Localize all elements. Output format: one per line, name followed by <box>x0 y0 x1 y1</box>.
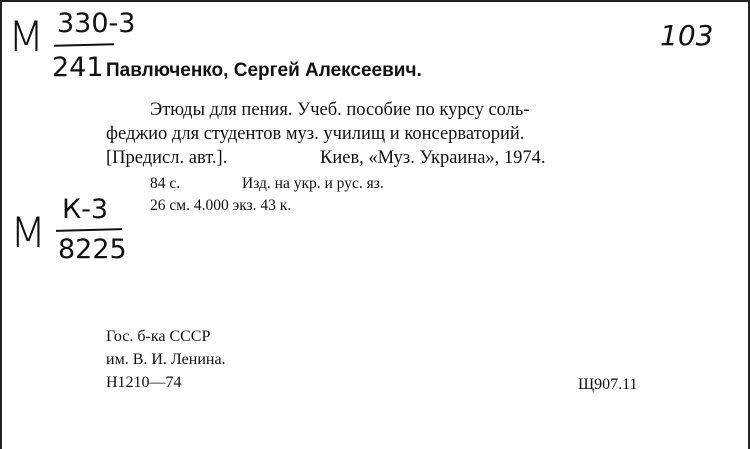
library-name-line-1: Гос. б-ка СССР <box>106 328 211 345</box>
page-count: 84 с. <box>150 175 181 192</box>
publication-info: Киев, «Муз. Украина», 1974. <box>320 148 546 168</box>
author-heading: Павлюченко, Сергей Алексеевич. <box>106 60 422 81</box>
handwritten-shelf-letter-top: М <box>8 12 45 61</box>
library-name-line-2: им. В. И. Ленина. <box>106 351 226 368</box>
physical-description: 26 см. 4.000 экз. 43 к. <box>150 197 292 214</box>
card-code-right: Щ907.11 <box>578 376 638 393</box>
card-code-left: Н1210—74 <box>106 374 182 391</box>
handwritten-shelf-numerator-top: 330-3 <box>57 8 136 39</box>
title-line-2: феджио для студентов муз. училищ и консерваторий. <box>106 124 525 144</box>
handwritten-corner-number: 103 <box>660 19 714 52</box>
handwritten-fraction-line-bottom <box>56 228 122 232</box>
title-line-1: Этюды для пения. Учеб. пособие по курсу соль- <box>150 100 530 120</box>
handwritten-fraction-line-top <box>54 43 114 47</box>
handwritten-shelf-denominator-top: 241 <box>52 52 104 83</box>
language-note: Изд. на укр. и рус. яз. <box>242 175 384 192</box>
handwritten-shelf-denominator-bottom: 8225 <box>58 234 127 265</box>
handwritten-shelf-letter-bottom: М <box>10 208 47 257</box>
handwritten-shelf-numerator-bottom: К-3 <box>62 194 109 225</box>
preface-note: [Предисл. авт.]. <box>106 148 228 168</box>
